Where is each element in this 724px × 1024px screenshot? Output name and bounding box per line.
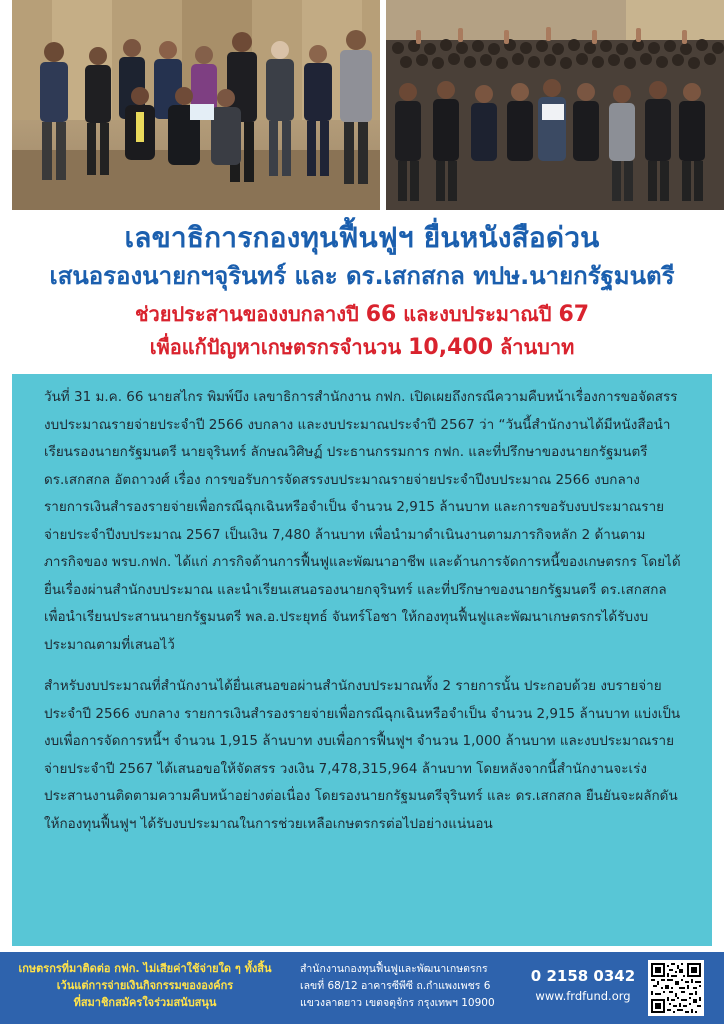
headline-line-4-text-c: ล้านบาท — [493, 335, 575, 359]
group-photo-officials-illustration — [12, 0, 380, 210]
footer-website-link[interactable]: www.frdfund.org — [535, 989, 631, 1003]
headline-line-3-text-a: ช่วยประสานของงบกลางปี — [134, 302, 366, 326]
footer-notice — [6, 960, 284, 1011]
footer-notice-line-3: ที่สมาชิกสมัครใจร่วมสนับสนุน — [73, 996, 217, 1009]
qr-code-icon[interactable] — [648, 960, 704, 1016]
photo-strip — [12, 0, 724, 210]
headline — [0, 218, 724, 364]
article-paragraph-1: วันที่ 31 ม.ค. 66 นายสไกร พิมพ์บึง เลขาธิการสำนักงาน กฟก. เปิดเผยถึงกรณีความคืบหน้าเรื่องการขอจัดสรรงบประมาณรายจ่ายประจำปี 2566 งบกลาง และงบประมาณประจำปี 2567 ว่า “วันนี้สำนักงานได้มีหนังสือนำเรียนรองนายกรัฐมนตรี นายจุรินทร์ ลักษณวิศิษฏ์ ประธานกรรมการ กฟก. และที่ปรึกษาของนายกรัฐมนตรี ดร.เสกสกล อัตถาวงศ์ เรื่อง การขอรับการจัดสรรงบประมาณรายจ่ายประจำปีงบประมาณ 2566 งบกลาง รายการเงินสำรองรายจ่ายเพื่อกรณีฉุกเฉินหรือจำเป็น จำนวน 2,915 ล้านบาท และการขอรับงบประมาณรายจ่ายประจำปีงบประมาณ 2567 เป็นเงิน 7,480 ล้านบาท เพื่อนำมาดำเนินงานตามภารกิจหลัก 2 ด้านตามภารกิจของ พรบ.กฟก. ได้แก่ ภารกิจด้านการฟื้นฟูและพัฒนาอาชีพ และด้านการจัดการหนี้ของเกษตรกร โดยได้ยื่นเรื่องผ่านสำนักงบประมาณ และนำเรียนเสนอรองนายกจุรินทร์ และที่ปรึกษาของนายกรัฐมนตรี ดร.เสกสกล เพื่อนำเรียนประสานนายกรัฐมนตรี พล.อ.ประยุทธ์ จันทร์โอชา ให้กองทุนฟื้นฟูและพัฒนาเกษตรกรได้รับงบประมาณตามที่เสนอไว้ — [44, 389, 681, 653]
group-photo-officials — [12, 0, 380, 210]
headline-year-66: 66 — [365, 302, 397, 327]
group-photo-farmers-illustration — [386, 0, 724, 210]
footer-address-line-1: สำนักงานกองทุนฟื้นฟูและพัฒนาเกษตรกร — [300, 963, 488, 975]
headline-line-2: เสนอรองนายกฯจุรินทร์ และ ดร.เสกสกล ทปษ.นายกรัฐมนตรี — [49, 262, 675, 290]
group-photo-farmers — [386, 0, 724, 210]
headline-amount: 10,400 — [408, 335, 494, 360]
headline-year-67: 67 — [558, 302, 590, 327]
footer-notice-line-2: เว้นแต่การจ่ายเงินกิจกรรมขององค์กร — [56, 979, 234, 992]
article-paragraph-2: สำหรับงบประมาณที่สำนักงานได้ยื่นเสนอขอผ่านสำนักงบประมาณทั้ง 2 รายการนั้น ประกอบด้วย งบรายจ่ายประจำปี 2566 งบกลาง รายการเงินสำรองรายจ่ายเพื่อกรณีฉุกเฉินหรือจำเป็น จำนวน 2,915 ล้านบาท แบ่งเป็น งบเพื่อการจัดการหนี้ฯ จำนวน 1,915 ล้านบาท งบเพื่อการฟื้นฟูฯ จำนวน 1,000 ล้านบาท และงบประมาณรายจ่ายประจำปี 2567 ได้เสนอขอให้จัดสรร วงเงิน 7,478,315,964 ล้านบาท โดยหลังจากนี้สำนักงานจะเร่งประสานงานติดตามความคืบหน้าอย่างต่อเนื่อง โดยรองนายกรัฐมนตรีจุรินทร์ และ ดร.เสกสกล ยืนยันจะผลักดันให้กองทุนฟื้นฟูฯ ได้รับงบประมาณในการช่วยเหลือเกษตรกรต่อไปอย่างแน่นอน — [44, 678, 681, 832]
footer-address-line-3: แขวงลาดยาว เขตจตุจักร กรุงเทพฯ 10900 — [300, 997, 495, 1009]
footer-phone[interactable]: 0 2158 0342 — [530, 967, 636, 985]
footer — [0, 952, 724, 1024]
headline-line-3-text-c: และงบประมาณปี — [396, 302, 559, 326]
article-body — [12, 374, 712, 946]
footer-notice-line-1: เกษตรกรที่มาติดต่อ กฟก. ไม่เสียค่าใช้จ่ายใด ๆ ทั้งสิ้น — [18, 962, 272, 975]
footer-address — [300, 961, 516, 1012]
headline-line-4 — [0, 331, 724, 364]
headline-line-4-text-a: เพื่อแก้ปัญหาเกษตรกรจำนวน — [149, 335, 409, 359]
headline-line-1: เลขาธิการกองทุนฟื้นฟูฯ ยื่นหนังสือด่วน — [124, 221, 600, 254]
footer-address-line-2: เลขที่ 68/12 อาคารซีพีซี ถ.กำแพงเพชร 6 — [300, 980, 491, 992]
qr-code-graphic — [651, 963, 701, 1013]
headline-line-3 — [0, 298, 724, 331]
footer-contact — [528, 965, 638, 1005]
